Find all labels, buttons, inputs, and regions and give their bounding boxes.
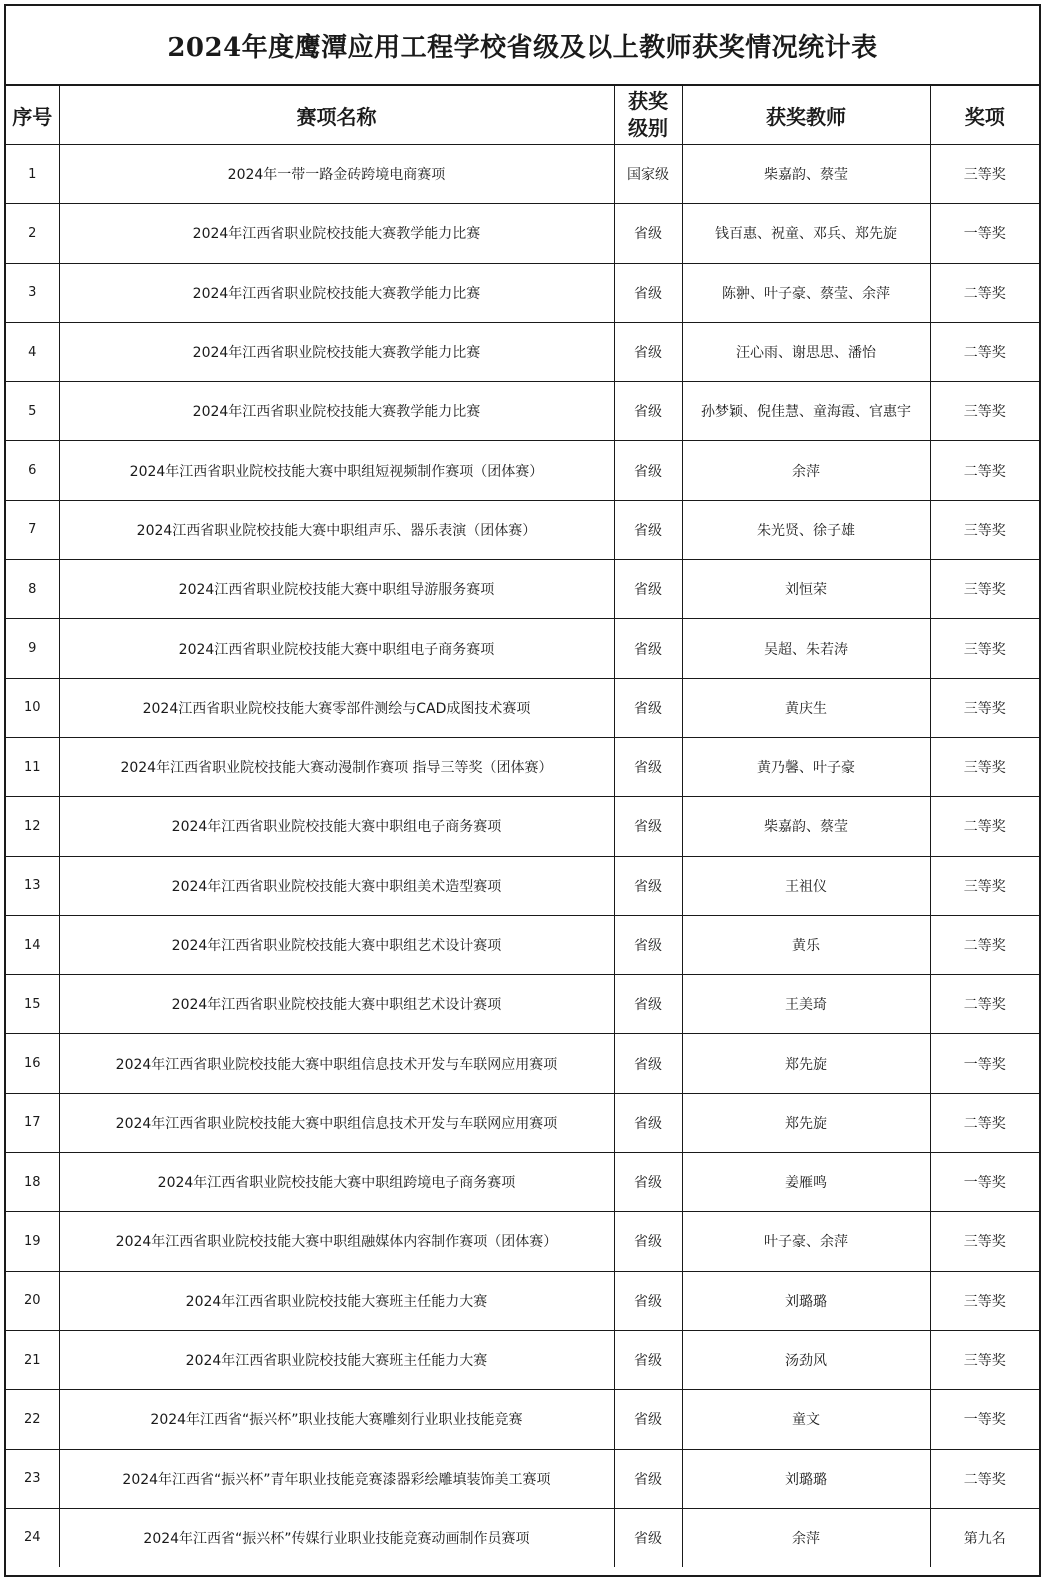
cell-award: 二等奖 [930,915,1039,974]
cell-event-name: 2024年江西省职业院校技能大赛中职组信息技术开发与车联网应用赛项 [59,1034,614,1093]
cell-seq: 6 [6,441,59,500]
table-row [6,560,1039,619]
table-row [6,1390,1039,1449]
cell-seq: 20 [6,1271,59,1330]
cell-award-level: 国家级 [614,145,682,204]
cell-teachers: 孙梦颖、倪佳慧、童海霞、官惠宇 [682,382,930,441]
cell-award: 二等奖 [930,322,1039,381]
cell-event-name: 2024年江西省“振兴杯”传媒行业职业技能竞赛动画制作员赛项 [59,1508,614,1567]
cell-teachers: 余萍 [682,1508,930,1567]
table-row [6,1093,1039,1152]
cell-award: 一等奖 [930,1390,1039,1449]
cell-teachers: 王美琦 [682,975,930,1034]
cell-award-level: 省级 [614,856,682,915]
table-row [6,619,1039,678]
cell-award-level: 省级 [614,263,682,322]
cell-seq: 3 [6,263,59,322]
table-row [6,1449,1039,1508]
cell-seq: 12 [6,797,59,856]
award-table [6,86,1039,1567]
cell-seq: 5 [6,382,59,441]
cell-event-name: 2024年江西省职业院校技能大赛中职组电子商务赛项 [59,797,614,856]
cell-award: 一等奖 [930,1153,1039,1212]
cell-award-level: 省级 [614,1034,682,1093]
cell-seq: 22 [6,1390,59,1449]
cell-event-name: 2024年一带一路金砖跨境电商赛项 [59,145,614,204]
table-row [6,1508,1039,1567]
cell-event-name: 2024江西省职业院校技能大赛中职组声乐、器乐表演（团体赛） [59,500,614,559]
cell-award-level: 省级 [614,500,682,559]
table-row [6,322,1039,381]
cell-teachers: 黄乃馨、叶子豪 [682,737,930,796]
cell-award-level: 省级 [614,975,682,1034]
table-row [6,915,1039,974]
cell-award: 二等奖 [930,1093,1039,1152]
cell-event-name: 2024年江西省职业院校技能大赛中职组跨境电子商务赛项 [59,1153,614,1212]
cell-event-name: 2024年江西省职业院校技能大赛动漫制作赛项 指导三等奖（团体赛） [59,737,614,796]
cell-seq: 13 [6,856,59,915]
table-row [6,500,1039,559]
header-award: 奖项 [930,86,1039,145]
table-row [6,975,1039,1034]
cell-award-level: 省级 [614,322,682,381]
cell-award-level: 省级 [614,1093,682,1152]
table-row [6,441,1039,500]
cell-award-level: 省级 [614,619,682,678]
cell-seq: 9 [6,619,59,678]
cell-teachers: 刘璐璐 [682,1449,930,1508]
cell-event-name: 2024年江西省职业院校技能大赛中职组美术造型赛项 [59,856,614,915]
page-title: 2024年度鹰潭应用工程学校省级及以上教师获奖情况统计表 [6,6,1039,86]
table-body [6,145,1039,1568]
cell-teachers: 郑先旋 [682,1034,930,1093]
cell-seq: 21 [6,1330,59,1389]
header-award-level-line2: 级别 [628,116,668,140]
cell-award-level: 省级 [614,797,682,856]
cell-event-name: 2024年江西省职业院校技能大赛中职组短视频制作赛项（团体赛） [59,441,614,500]
cell-seq: 2 [6,204,59,263]
table-row [6,678,1039,737]
cell-seq: 16 [6,1034,59,1093]
cell-award: 三等奖 [930,1271,1039,1330]
cell-award: 二等奖 [930,797,1039,856]
table-row [6,1330,1039,1389]
cell-event-name: 2024年江西省职业院校技能大赛中职组信息技术开发与车联网应用赛项 [59,1093,614,1152]
table-row [6,1271,1039,1330]
cell-teachers: 钱百惠、祝童、邓兵、郑先旋 [682,204,930,263]
cell-seq: 7 [6,500,59,559]
cell-award-level: 省级 [614,1390,682,1449]
cell-teachers: 陈翀、叶子豪、蔡莹、余萍 [682,263,930,322]
table-header-row [6,86,1039,145]
cell-award: 三等奖 [930,1330,1039,1389]
cell-teachers: 朱光贤、徐子雄 [682,500,930,559]
table-row [6,1034,1039,1093]
cell-teachers: 黄庆生 [682,678,930,737]
header-event-name: 赛项名称 [59,86,614,145]
cell-award: 一等奖 [930,204,1039,263]
cell-teachers: 柴嘉韵、蔡莹 [682,145,930,204]
cell-teachers: 刘璐璐 [682,1271,930,1330]
cell-teachers: 姜雁鸣 [682,1153,930,1212]
table-row [6,145,1039,204]
cell-event-name: 2024江西省职业院校技能大赛中职组电子商务赛项 [59,619,614,678]
cell-award: 三等奖 [930,560,1039,619]
cell-seq: 14 [6,915,59,974]
cell-award-level: 省级 [614,560,682,619]
cell-event-name: 2024江西省职业院校技能大赛中职组导游服务赛项 [59,560,614,619]
cell-event-name: 2024年江西省职业院校技能大赛中职组艺术设计赛项 [59,975,614,1034]
cell-award-level: 省级 [614,204,682,263]
cell-award-level: 省级 [614,737,682,796]
cell-teachers: 汪心雨、谢思思、潘怡 [682,322,930,381]
cell-award: 第九名 [930,1508,1039,1567]
cell-teachers: 童文 [682,1390,930,1449]
cell-award-level: 省级 [614,678,682,737]
cell-teachers: 余萍 [682,441,930,500]
header-award-level-line1: 获奖 [628,89,668,113]
table-row [6,1153,1039,1212]
cell-seq: 15 [6,975,59,1034]
cell-teachers: 汤劲风 [682,1330,930,1389]
cell-award: 三等奖 [930,678,1039,737]
cell-award-level: 省级 [614,1330,682,1389]
header-teachers: 获奖教师 [682,86,930,145]
cell-event-name: 2024江西省职业院校技能大赛零部件测绘与CAD成图技术赛项 [59,678,614,737]
cell-seq: 24 [6,1508,59,1567]
table-row [6,204,1039,263]
cell-award-level: 省级 [614,915,682,974]
cell-event-name: 2024年江西省职业院校技能大赛教学能力比赛 [59,382,614,441]
cell-teachers: 叶子豪、余萍 [682,1212,930,1271]
cell-seq: 17 [6,1093,59,1152]
cell-event-name: 2024年江西省职业院校技能大赛教学能力比赛 [59,322,614,381]
cell-seq: 23 [6,1449,59,1508]
cell-teachers: 郑先旋 [682,1093,930,1152]
cell-teachers: 柴嘉韵、蔡莹 [682,797,930,856]
table-row [6,382,1039,441]
cell-event-name: 2024年江西省“振兴杯”职业技能大赛雕刻行业职业技能竞赛 [59,1390,614,1449]
cell-event-name: 2024年江西省职业院校技能大赛班主任能力大赛 [59,1271,614,1330]
cell-seq: 18 [6,1153,59,1212]
cell-seq: 1 [6,145,59,204]
award-statistics-sheet [4,4,1041,1577]
cell-award: 三等奖 [930,856,1039,915]
table-row [6,856,1039,915]
cell-award-level: 省级 [614,1508,682,1567]
cell-award: 三等奖 [930,382,1039,441]
cell-event-name: 2024年江西省职业院校技能大赛班主任能力大赛 [59,1330,614,1389]
cell-award: 三等奖 [930,1212,1039,1271]
cell-event-name: 2024年江西省职业院校技能大赛教学能力比赛 [59,204,614,263]
table-row [6,1212,1039,1271]
cell-teachers: 黄乐 [682,915,930,974]
cell-teachers: 刘恒荣 [682,560,930,619]
cell-award-level: 省级 [614,1153,682,1212]
cell-award: 三等奖 [930,500,1039,559]
cell-award-level: 省级 [614,1449,682,1508]
cell-award: 二等奖 [930,441,1039,500]
cell-award: 三等奖 [930,145,1039,204]
cell-award-level: 省级 [614,1212,682,1271]
cell-award-level: 省级 [614,441,682,500]
header-seq: 序号 [6,86,59,145]
cell-award: 三等奖 [930,737,1039,796]
cell-seq: 4 [6,322,59,381]
cell-seq: 11 [6,737,59,796]
cell-event-name: 2024年江西省“振兴杯”青年职业技能竞赛漆器彩绘雕填装饰美工赛项 [59,1449,614,1508]
cell-event-name: 2024年江西省职业院校技能大赛中职组融媒体内容制作赛项（团体赛） [59,1212,614,1271]
cell-award-level: 省级 [614,382,682,441]
cell-award-level: 省级 [614,1271,682,1330]
cell-award: 二等奖 [930,1449,1039,1508]
header-award-level [614,86,682,145]
cell-teachers: 王祖仪 [682,856,930,915]
cell-teachers: 吴超、朱若涛 [682,619,930,678]
cell-award: 二等奖 [930,263,1039,322]
cell-event-name: 2024年江西省职业院校技能大赛教学能力比赛 [59,263,614,322]
cell-award: 三等奖 [930,619,1039,678]
table-row [6,797,1039,856]
cell-event-name: 2024年江西省职业院校技能大赛中职组艺术设计赛项 [59,915,614,974]
table-row [6,263,1039,322]
cell-award: 二等奖 [930,975,1039,1034]
table-row [6,737,1039,796]
cell-seq: 19 [6,1212,59,1271]
cell-seq: 10 [6,678,59,737]
cell-award: 一等奖 [930,1034,1039,1093]
cell-seq: 8 [6,560,59,619]
